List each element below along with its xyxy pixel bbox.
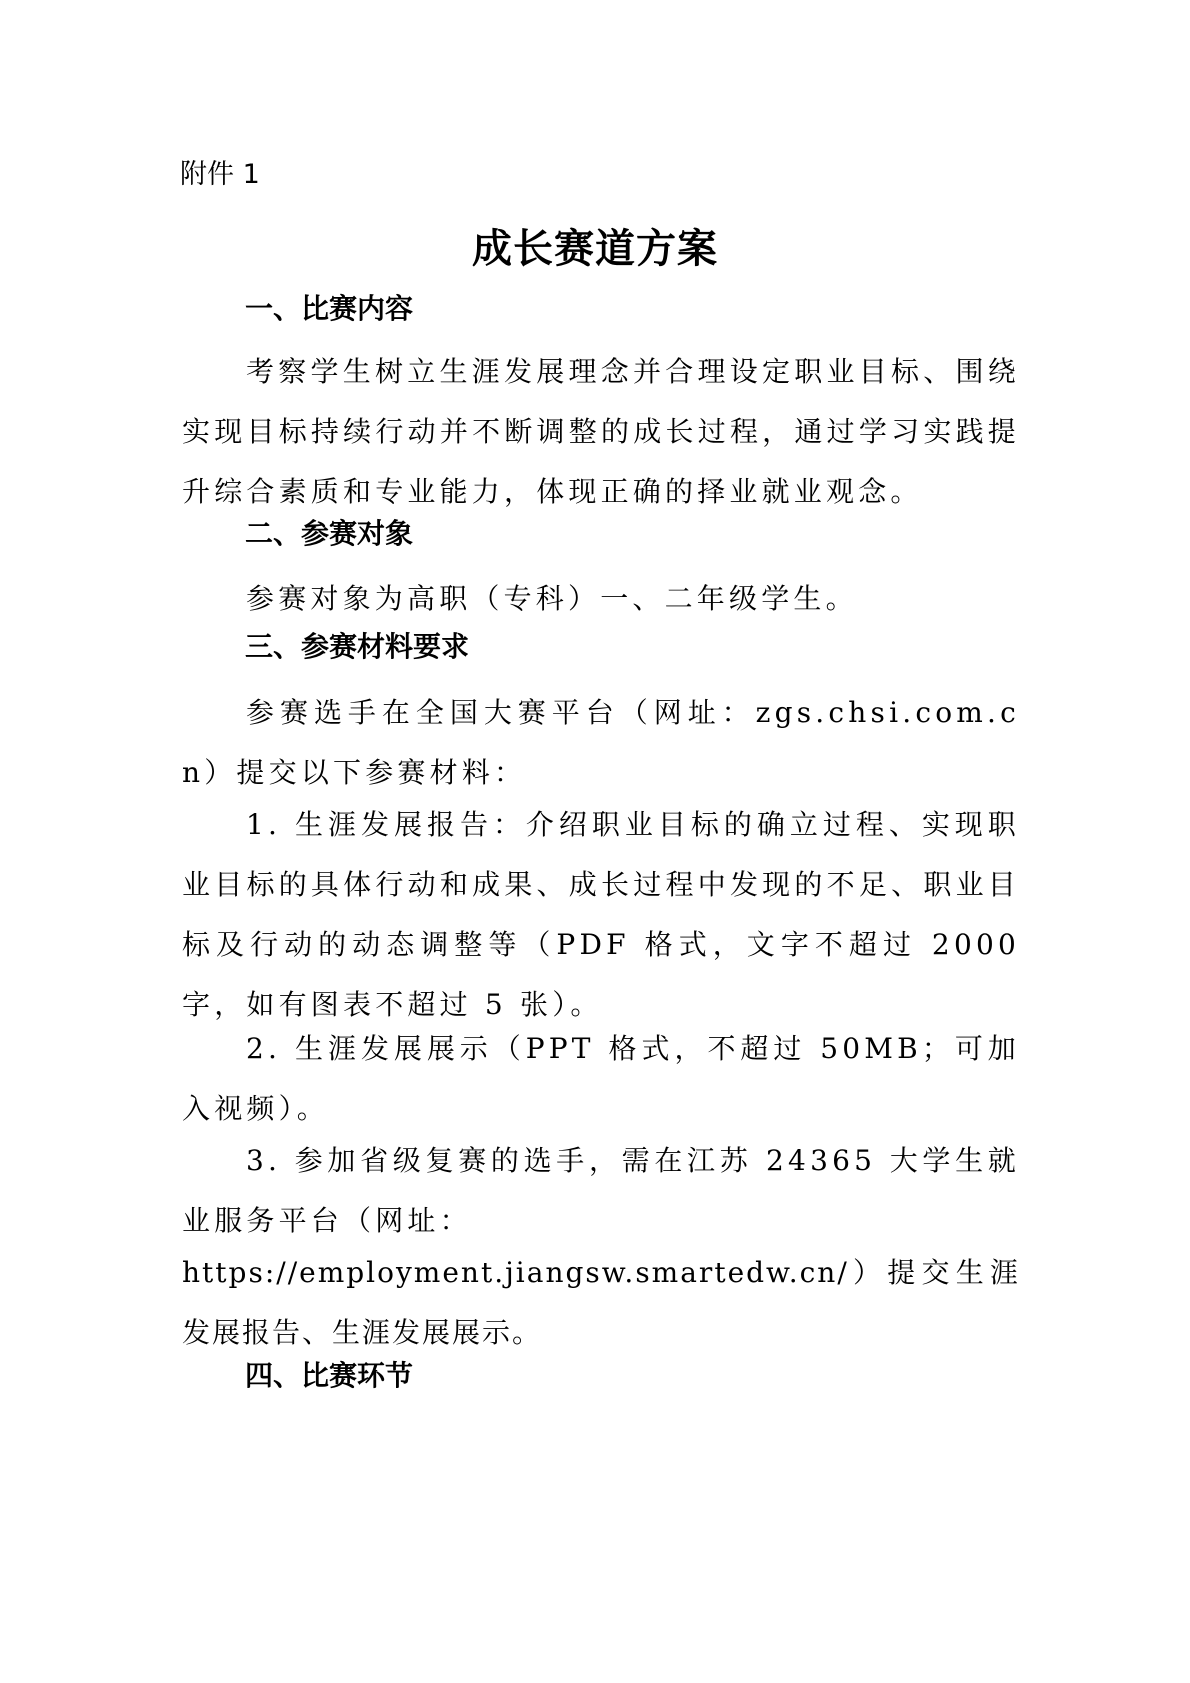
paragraph-competition-content: 考察学生树立生涯发展理念并合理设定职业目标、围绕实现目标持续行动并不断调整的成长过程，通过学习实践提升综合素质和专业能力，体现正确的择业就业观念。 (182, 355, 1020, 508)
paragraph-material-report: 1. 生涯发展报告：介绍职业目标的确立过程、实现职业目标的具体行动和成果、成长过程中发现的不足、职业目标及行动的动态调整等（PDF 格式，文字不超过 2000 字，如有图表不超过 5 张）。 (182, 808, 1020, 1021)
paragraph-material-presentation: 2. 生涯发展展示（PPT 格式，不超过 50MB；可加入视频）。 (182, 1032, 1020, 1125)
section-heading-stages: 四、比赛环节 (245, 1359, 414, 1392)
section-heading-materials: 三、参赛材料要求 (245, 630, 470, 663)
paragraph-participants: 参赛对象为高职（专科）一、二年级学生。 (246, 582, 858, 615)
section-heading-content: 一、比赛内容 (245, 292, 414, 325)
paragraph-materials-intro: 参赛选手在全国大赛平台（网址：zgs.chsi.com.cn）提交以下参赛材料： (182, 696, 1020, 789)
document-title: 成长赛道方案 (472, 226, 718, 272)
paragraph-material-platform-url: https://employment.jiangsw.smartedw.cn/）提交生涯发展报告、生涯发展展示。 (182, 1256, 1020, 1349)
paragraph-material-provincial: 3. 参加省级复赛的选手，需在江苏 24365 大学生就业服务平台（网址： (182, 1144, 1020, 1237)
section-heading-participants: 二、参赛对象 (245, 517, 414, 550)
attachment-label: 附件 1 (180, 159, 260, 190)
